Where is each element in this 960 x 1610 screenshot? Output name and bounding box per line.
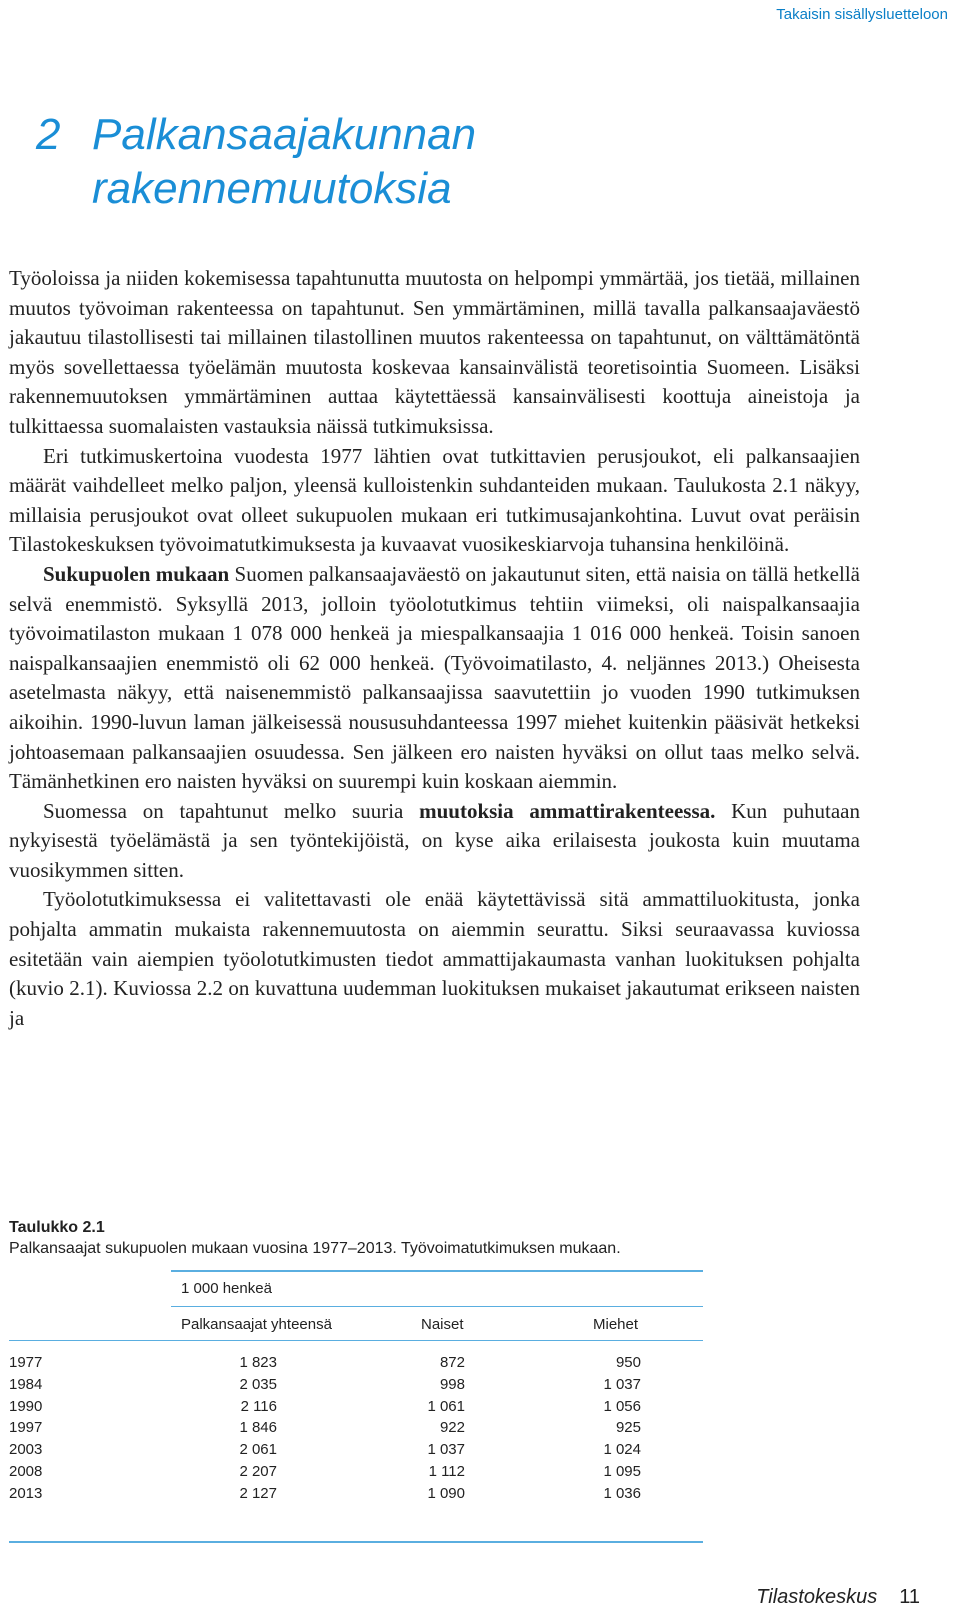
cell-naiset: 1 090 — [427, 1484, 465, 1502]
table-heading — [9, 1218, 621, 1260]
cell-year: 2008 — [9, 1462, 43, 1480]
table-row — [9, 1485, 703, 1507]
chapter-number: 2 — [36, 110, 61, 159]
table-header-row — [9, 1306, 703, 1341]
cell-total: 2 035 — [239, 1375, 277, 1393]
cell-naiset: 1 037 — [427, 1441, 465, 1459]
paragraph-1: Työoloissa ja niiden kokemisessa tapahtunutta muutosta on helpompi ymmärtää, jos tietää, millainen muutos työvoiman rakenteessa on tapahtunut. Sen ymmärtäminen, millä tavalla palkansaajaväestö jakautuu tilastollisesti tai millainen tilastollinen muutos rakenteessa on tapahtunut, on välttämätöntä myös sovellettaessa työelämän muutosta koskevaa kansainvälistä teoretisointia Suomeen. Lisäksi rakennemuutoksen ymmärtäminen auttaa käytettäessä kansainvälisesti koottuja aineistoja ja tulkittaessa suomalaisten vastauksia näissä tutkimuksissa. — [9, 266, 860, 438]
paragraph-4 — [9, 797, 860, 886]
cell-naiset: 922 — [439, 1419, 465, 1437]
page-footer — [756, 1586, 920, 1609]
chapter-heading — [36, 108, 476, 216]
cell-total: 2 207 — [239, 1462, 277, 1480]
cell-year: 2003 — [9, 1441, 43, 1459]
table-row — [9, 1354, 703, 1376]
table-row — [9, 1463, 703, 1485]
body-text — [9, 264, 860, 1033]
paragraph-4-text: Kun puhutaan nykyisestä työelämästä ja sen työntekijöistä, on kyse aika erilaisesta joukosta kuin muutama vuosikymmen sitten. — [9, 798, 860, 882]
table-row — [9, 1398, 703, 1420]
cell-miehet: 1 095 — [603, 1462, 641, 1480]
cell-year: 1977 — [9, 1354, 43, 1371]
chapter-title — [92, 108, 476, 216]
cell-total: 2 127 — [239, 1484, 277, 1502]
paragraph-2: Eri tutkimuskertoina vuodesta 1977 lähtien ovat tutkittavien perusjoukot, eli palkansaajien määrät vaihdelleet melko paljon, yleensä kulloistenkin suhdanteiden mukaan. Taulukosta 2.1 näkyy, millaisia perusjoukot ovat olleet sukupuolen mukaan eri tutkimusajankohtina. Luvut ovat peräisin Tilastokeskuksen työvoimatutkimuksesta ja kuvaavat vuosikeskiarvoja tuhansina henkilöinä. — [9, 443, 860, 557]
paragraph-3 — [9, 560, 860, 797]
cell-miehet: 925 — [615, 1419, 641, 1437]
paragraph-3-bold: Sukupuolen mukaan — [43, 561, 230, 586]
table-row — [9, 1441, 703, 1463]
table-label: Taulukko 2.1 — [9, 1219, 105, 1236]
cell-year: 2013 — [9, 1484, 43, 1502]
cell-year: 1990 — [9, 1397, 43, 1415]
column-header-naiset: Naiset — [421, 1316, 464, 1333]
cell-naiset: 1 061 — [427, 1397, 465, 1415]
table-unit-row — [171, 1270, 703, 1307]
chapter-title-line2: rakennemuutoksia — [92, 164, 452, 213]
cell-miehet: 1 056 — [603, 1397, 641, 1415]
cell-naiset: 1 112 — [428, 1462, 465, 1480]
table-body — [9, 1354, 703, 1507]
paragraph-5: Työolotutkimuksessa ei valitettavasti ole enää käytettävissä sitä ammattiluokitusta, jonka pohjalta ammatin mukaista rakennemuutosta on aiemmin seurattu. Siksi seuraavassa kuviossa esitetään vain aiempien työolotutkimusten tiedot ammattijakaumasta vanhan luokituksen pohjalta (kuvio 2.1). Kuviossa 2.2 on kuvattuna uudemman luokituksen mukaiset jakautumat erikseen naisten ja — [9, 887, 860, 1030]
paragraph-3-text: Suomen palkansaajaväestö on jakautunut siten, että naisia on tällä hetkellä selvä enemmistö. Syksyllä 2013, jolloin työolotutkimus tehtiin viimeksi, oli naispalkansaajia työvoimatilaston mukaan 1 078 000 henkeä ja miespalkansaajia 1 016 000 henkeä. Toisin sanoen naispalkansaajien enemmistö oli 62 000 henkeä. (Työvoimatilasto, 4. neljännes 2013.) Oheisesta asetelmasta näkyy, että naisenemmistö palkansaajissa saavutettiin jo vuoden 1990 tutkimuksen aikoihin. 1990-luvun laman jälkeisessä noususuhdanteessa 1997 miehet kuitenkin pääsivät hetkeksi johtoasemaan palkansaajien osuudessa. Sen jälkeen ero naisten hyväksi on ollut taas melko selvä. Tämänhetkinen ero naisten hyväksi on suurempi kuin koskaan aiemmin. — [9, 561, 860, 794]
column-header-miehet: Miehet — [593, 1316, 639, 1333]
cell-total: 2 116 — [240, 1397, 277, 1415]
chapter-title-line1: Palkansaajakunnan — [92, 110, 477, 159]
cell-naiset: 872 — [439, 1354, 465, 1371]
paragraph-4-bold: muutoksia ammattirakenteessa. — [419, 798, 716, 823]
cell-total: 2 061 — [239, 1441, 277, 1459]
cell-total: 1 846 — [239, 1419, 277, 1437]
cell-miehet: 1 037 — [603, 1375, 641, 1393]
page-number: 11 — [899, 1586, 920, 1608]
paragraph-4-text-pre: Suomessa on tapahtunut melko suuria — [43, 798, 420, 823]
table-row — [9, 1376, 703, 1398]
back-to-toc-link[interactable]: Takaisin sisällysluetteloon — [776, 6, 948, 23]
table-row — [9, 1419, 703, 1441]
cell-year: 1984 — [9, 1375, 43, 1393]
table-bottom-rule — [9, 1541, 703, 1543]
cell-year: 1997 — [9, 1419, 43, 1437]
cell-total: 1 823 — [239, 1354, 277, 1371]
table-caption: Palkansaajat sukupuolen mukaan vuosina 1977–2013. Työvoimatutkimuksen mukaan. — [9, 1240, 621, 1257]
cell-naiset: 998 — [439, 1375, 465, 1393]
cell-miehet: 1 024 — [603, 1441, 641, 1459]
footer-publisher: Tilastokeskus — [756, 1586, 878, 1608]
cell-miehet: 1 036 — [603, 1484, 641, 1502]
column-header-total: Palkansaajat yhteensä — [181, 1316, 332, 1333]
table-unit: 1 000 henkeä — [181, 1280, 272, 1297]
cell-miehet: 950 — [615, 1354, 641, 1371]
